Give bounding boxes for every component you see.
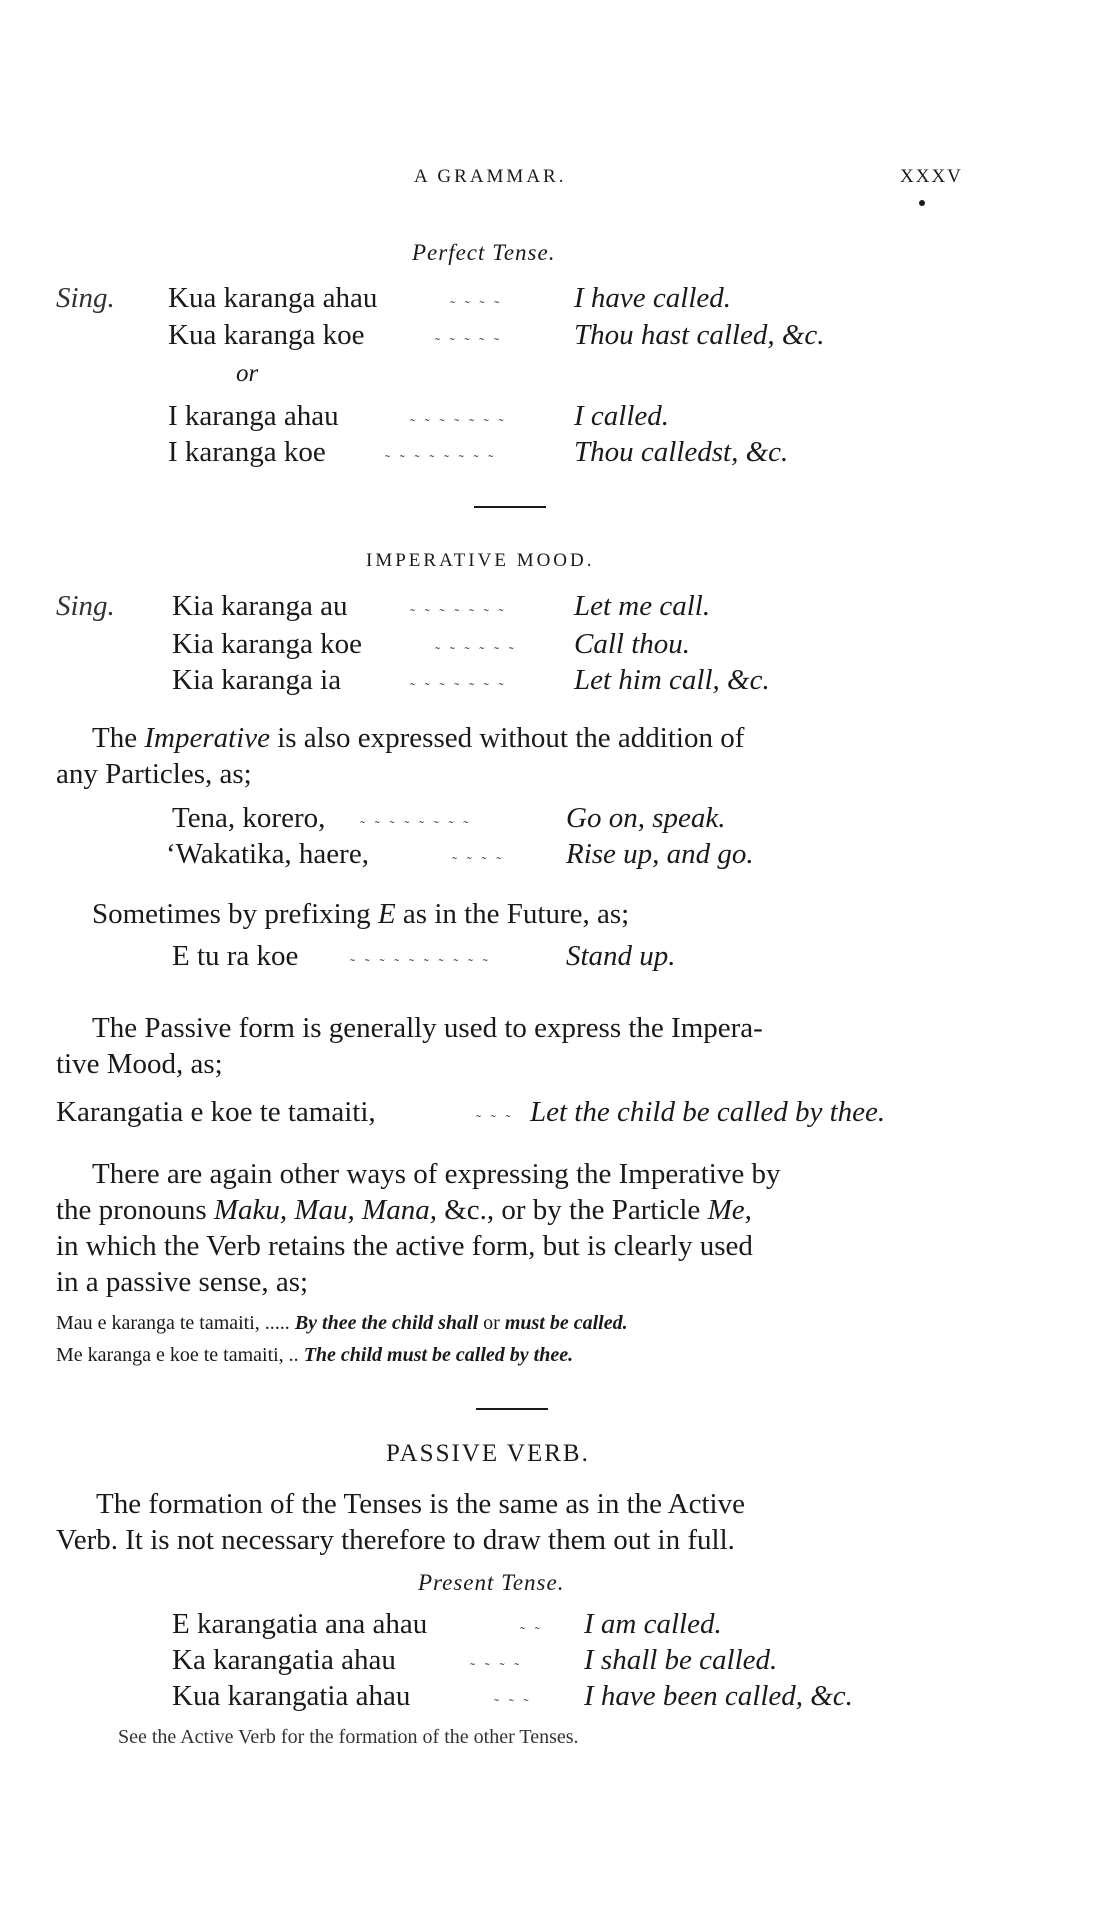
maori-form: Kua karanga ahau (168, 282, 378, 314)
example-row (0, 838, 1114, 878)
singular-label: Sing. (56, 590, 115, 622)
paragraph-line: tive Mood, as; (56, 1048, 223, 1080)
maori-form: Kua karangatia ahau (172, 1680, 411, 1712)
leader-dots: ˷ ˷ ˷ ˷ (470, 1650, 523, 1666)
paragraph-line: The Imperative is also expressed without the addition of (92, 722, 745, 754)
small-example-line: Mau e karanga te tamaiti, ..... By thee the child shall or must be called. (56, 1312, 628, 1334)
paragraph-line: Sometimes by prefixing E as in the Future, as; (92, 898, 630, 930)
english-gloss: I am called. (584, 1608, 722, 1640)
english-gloss: Thou hast called, &c. (574, 319, 825, 351)
english-gloss: Go on, speak. (566, 802, 726, 834)
conjugation-row (0, 664, 1114, 704)
maori-form: I karanga ahau (168, 400, 339, 432)
paragraph-line: any Particles, as; (56, 758, 252, 790)
leader-dots: ˷ ˷ ˷ ˷ ˷ ˷ ˷ ˷ ˷ ˷ (350, 946, 491, 962)
leader-dots: ˷ ˷ ˷ ˷ ˷ (435, 325, 502, 341)
page-number-dot (919, 200, 925, 206)
english-gloss: Let him call, &c. (574, 664, 770, 696)
paragraph-line: in which the Verb retains the active form, but is clearly used (56, 1230, 753, 1262)
maori-form: Kua karanga koe (168, 319, 365, 351)
leader-dots: ˷ ˷ ˷ ˷ (450, 288, 503, 304)
conjugation-row (0, 1680, 1114, 1720)
english-gloss: Rise up, and go. (566, 838, 754, 870)
conjugation-row (0, 400, 1114, 440)
footnote: See the Active Verb for the formation of the other Tenses. (118, 1726, 579, 1748)
maori-form: I karanga koe (168, 436, 326, 468)
conjugation-row (0, 590, 1114, 630)
leader-dots: ˷ ˷ ˷ ˷ ˷ ˷ ˷ (410, 406, 507, 422)
paragraph-line: Verb. It is not necessary therefore to draw them out in full. (56, 1524, 735, 1556)
paragraph-line: the pronouns Maku, Mau, Mana, &c., or by the Particle Me, (56, 1194, 752, 1226)
english-gloss: Call thou. (574, 628, 691, 660)
small-example-line: Me karanga e koe te tamaiti, .. The child must be called by thee. (56, 1344, 574, 1366)
leader-dots: ˷ ˷ ˷ ˷ ˷ ˷ ˷ (410, 596, 507, 612)
english-gloss: I have called. (574, 282, 732, 314)
maori-form: E tu ra koe (172, 940, 299, 972)
conjugation-row (0, 1608, 1114, 1648)
english-gloss: I have been called, &c. (584, 1680, 853, 1712)
leader-dots: ˷ ˷ ˷ ˷ ˷ ˷ ˷ (410, 670, 507, 686)
example-row (0, 1096, 1114, 1136)
maori-form: Kia karanga au (172, 590, 348, 622)
singular-label: Sing. (56, 282, 115, 314)
maori-form: Tena, korero, (172, 802, 326, 834)
english-gloss: Thou calledst, &c. (574, 436, 789, 468)
or-connector: or (236, 360, 259, 387)
conjugation-row (0, 1644, 1114, 1684)
english-gloss: Stand up. (566, 940, 676, 972)
paragraph-line: There are again other ways of expressing the Imperative by (92, 1158, 781, 1190)
example-row (0, 802, 1114, 842)
section-divider (474, 506, 546, 508)
imperative-heading: IMPERATIVE MOOD. (366, 550, 595, 571)
maori-form: Ka karangatia ahau (172, 1644, 396, 1676)
conjugation-row (0, 628, 1114, 668)
passive-verb-heading: PASSIVE VERB. (386, 1440, 590, 1467)
page-number: XXXV (900, 166, 963, 187)
example-row (0, 940, 1114, 980)
section-divider (476, 1408, 548, 1410)
maori-form: Karangatia e koe te tamaiti, (56, 1096, 376, 1128)
running-title: A GRAMMAR. (414, 166, 567, 187)
english-gloss: Let the child be called by thee. (530, 1096, 886, 1128)
conjugation-row (0, 282, 1114, 322)
english-gloss: I shall be called. (584, 1644, 778, 1676)
maori-form: Kia karanga koe (172, 628, 363, 660)
leader-dots: ˷ ˷ ˷ ˷ ˷ ˷ ˷ ˷ (360, 808, 472, 824)
paragraph-line: in a passive sense, as; (56, 1266, 309, 1298)
english-gloss: Let me call. (574, 590, 711, 622)
page-header (0, 166, 1114, 196)
conjugation-row (0, 319, 1114, 359)
maori-form: E karangatia ana ahau (172, 1608, 428, 1640)
conjugation-row (0, 436, 1114, 476)
paragraph-line: The formation of the Tenses is the same as in the Active (96, 1488, 745, 1520)
maori-form: Kia karanga ia (172, 664, 342, 696)
leader-dots: ˷ ˷ ˷ (476, 1102, 514, 1118)
leader-dots: ˷ ˷ ˷ ˷ ˷ ˷ ˷ ˷ (385, 442, 497, 458)
present-tense-heading: Present Tense. (418, 1570, 565, 1595)
perfect-tense-heading: Perfect Tense. (412, 240, 556, 265)
leader-dots: ˷ ˷ ˷ ˷ (452, 844, 505, 860)
leader-dots: ˷ ˷ ˷ (494, 1686, 532, 1702)
leader-dots: ˷ ˷ (520, 1614, 543, 1630)
paragraph-line: The Passive form is generally used to express the Impera- (92, 1012, 763, 1044)
maori-form: ‘Wakatika, haere, (166, 838, 369, 870)
english-gloss: I called. (574, 400, 670, 432)
leader-dots: ˷ ˷ ˷ ˷ ˷ ˷ (435, 634, 517, 650)
